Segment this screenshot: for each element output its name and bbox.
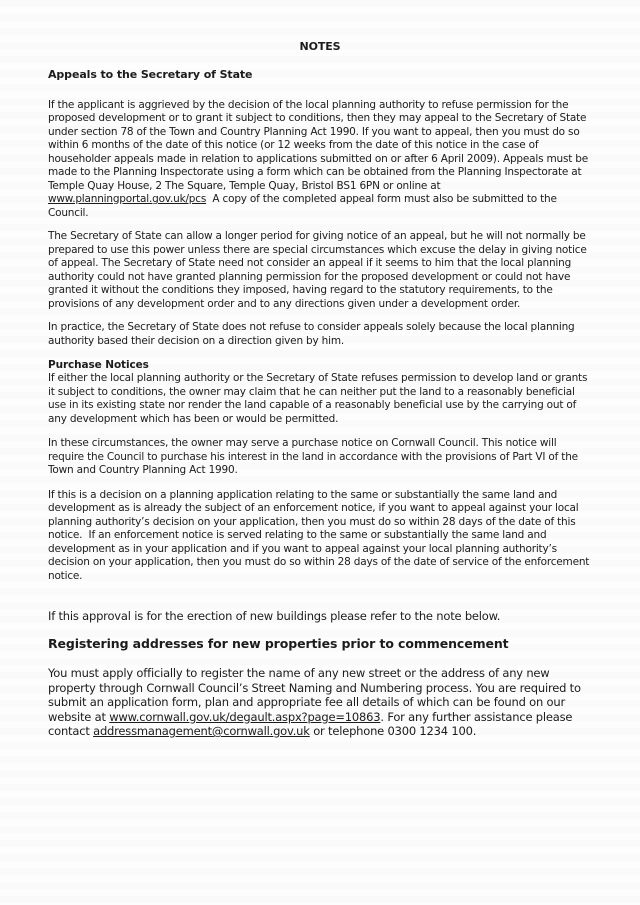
purchase-paragraph-1: If either the local planning authority or the Secretary of State refuses permission to develop land or grants it subject to conditions, the owner may claim that he can neither put the land to a reasonably beneficial use in its existing state nor render the land capable of a reasonably beneficial use by the carrying out of any development which has been or would be permitted. xyxy=(48,372,591,425)
appeals-heading: Appeals to the Secretary of State xyxy=(48,67,253,81)
appeals-paragraph-1 xyxy=(48,99,592,221)
registering-text-1: You must apply officially to register the name of any new street or the address of any new property through Cornwall Council’s Street Naming and Numbering process. You are required to submit an application form, plan and appropriate fee all details of which can be found on our website at xyxy=(48,666,585,724)
address-management-email-link[interactable]: addressmanagement@cornwall.gov.uk xyxy=(93,724,310,739)
registering-paragraph xyxy=(48,666,592,738)
registering-text-3: or telephone 0300 1234 100. xyxy=(309,724,477,739)
registering-heading: Registering addresses for new properties prior to commencement xyxy=(48,636,509,652)
appeals-paragraph-2: The Secretary of State can allow a longer period for giving notice of an appeal, but he will not normally be prepared to use this power unless there are special circumstances which excuse the delay in giving notice of appeal. The Secretary of State need not consider an appeal if it seems to him that the local planning authority could not have granted planning permission for the proposed development or could not have granted it without the conditions they imposed, having regard to the statutory requirements, to the provisions of any development order and to any directions given under a development order. xyxy=(48,230,590,310)
document-title: NOTES xyxy=(299,40,341,53)
appeals-p1-text-after-link: A copy of the completed appeal form must also be submitted to the Council. xyxy=(48,193,560,219)
appeals-paragraph-3: In practice, the Secretary of State does not refuse to consider appeals solely because the local planning authority based their decision on a direction given by him. xyxy=(48,321,578,347)
purchase-notices-heading: Purchase Notices xyxy=(48,359,149,371)
approval-note: If this approval is for the erection of new buildings please refer to the note below. xyxy=(48,609,501,623)
appeals-p1-text-before-link: If the applicant is aggrieved by the decision of the local planning authority to refuse permission for the proposed development or to grant it subject to conditions, then they may appeal to the Secretary of State under section 78 of the Town and Country Planning Act 1990. If you want to appeal, then you must do so within 6 months of the date of this notice (or 12 weeks from the date of this notice in the case of householder appeals made in relation to applications submitted on or after 6 April 2009). Appeals must be made to the Planning Inspectorate using a form which can be obtained from the Planning Inspectorate at Temple Quay House, 2 The Square, Temple Quay, Bristol BS1 6PN or online at xyxy=(48,98,592,192)
cornwall-website-link[interactable]: www.cornwall.gov.uk/degault.aspx?page=10863 xyxy=(109,709,381,724)
purchase-paragraph-3: If this is a decision on a planning application relating to the same or substantially the same land and development as is already the subject of an enforcement notice, if you want to appeal against your local planning authority’s decision on your application, then you must do so within 28 days of the date of this notice. If an enforcement notice is served relating to the same or substantially the same land and development as in your application and if you want to appeal against your local planning authority’s decision on your application, then you must do so within 28 days of the date of service of the enforcement notice. xyxy=(48,488,593,582)
planningportal-link[interactable]: www.planningportal.gov.uk/pcs xyxy=(48,193,207,205)
registering-text-2: . For any further assistance please contact xyxy=(48,709,576,739)
purchase-paragraph-2: In these circumstances, the owner may serve a purchase notice on Cornwall Council. This notice will require the Council to purchase his interest in the land in accordance with the provisions of Part VI of the Town and Country Planning Act 1990. xyxy=(48,437,582,476)
